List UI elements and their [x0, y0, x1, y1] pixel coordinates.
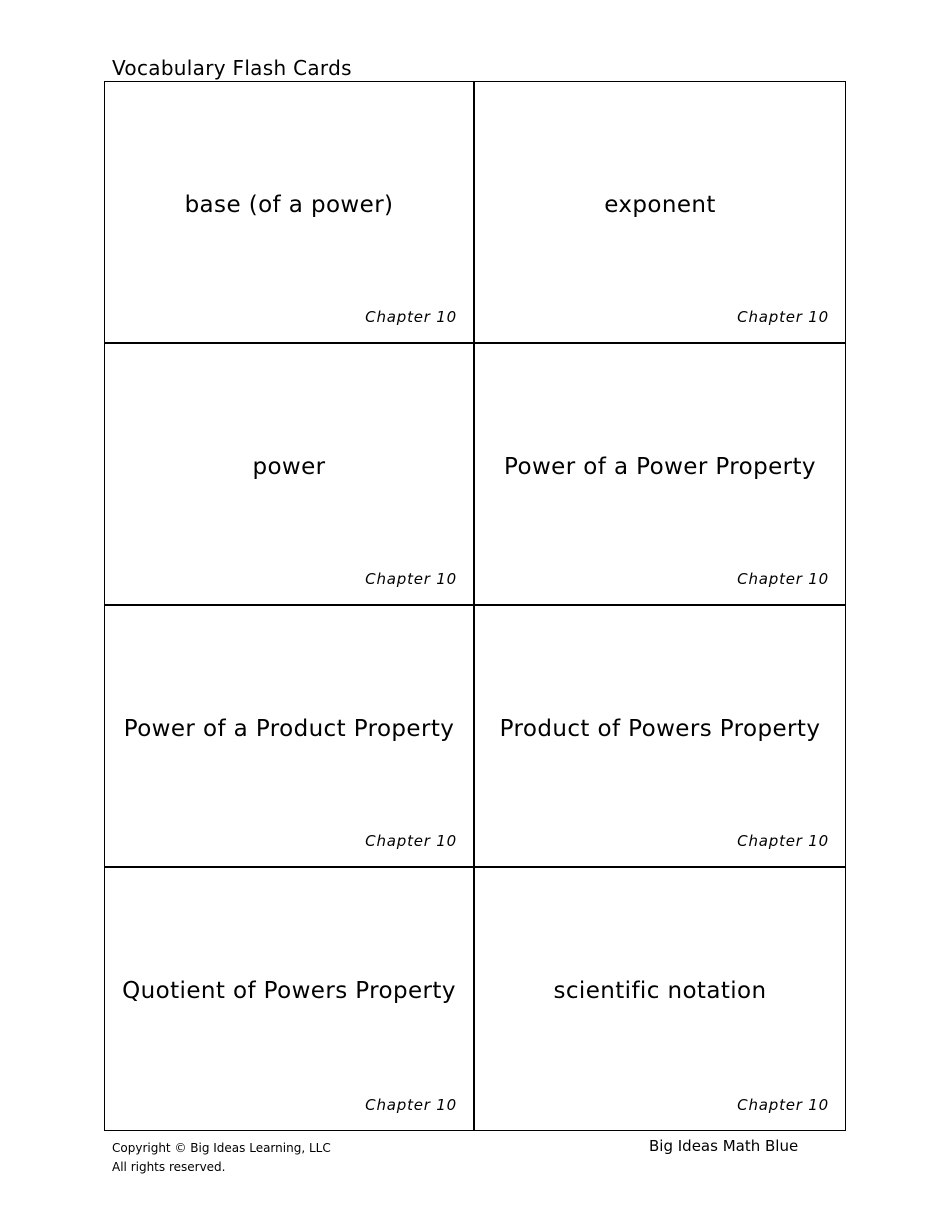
flash-card [105, 82, 475, 344]
card-chapter: Chapter 10 [737, 832, 829, 850]
copyright-notice [112, 1139, 331, 1177]
flash-card [475, 868, 845, 1130]
flash-card [475, 344, 845, 606]
card-chapter: Chapter 10 [737, 308, 829, 326]
card-term: Quotient of Powers Property [122, 978, 456, 1004]
card-chapter: Chapter 10 [365, 832, 457, 850]
rights-line: All rights reserved. [112, 1160, 226, 1174]
card-chapter: Chapter 10 [365, 570, 457, 588]
flash-card [105, 344, 475, 606]
brand-label: Big Ideas Math Blue [649, 1137, 799, 1155]
page-title: Vocabulary Flash Cards [112, 56, 352, 80]
card-term: exponent [604, 192, 716, 218]
flash-card [475, 82, 845, 344]
card-term: power [252, 454, 326, 480]
flash-card [105, 606, 475, 868]
card-chapter: Chapter 10 [365, 308, 457, 326]
card-term: scientific notation [553, 978, 767, 1004]
card-term: Power of a Power Property [504, 454, 816, 480]
copyright-line: Copyright © Big Ideas Learning, LLC [112, 1141, 331, 1155]
card-term: Power of a Product Property [123, 716, 455, 742]
flash-card [475, 606, 845, 868]
flash-card [105, 868, 475, 1130]
flash-card-grid [104, 81, 846, 1131]
card-term: base (of a power) [184, 192, 394, 218]
card-chapter: Chapter 10 [737, 1096, 829, 1114]
card-chapter: Chapter 10 [737, 570, 829, 588]
card-chapter: Chapter 10 [365, 1096, 457, 1114]
card-term: Product of Powers Property [499, 716, 821, 742]
